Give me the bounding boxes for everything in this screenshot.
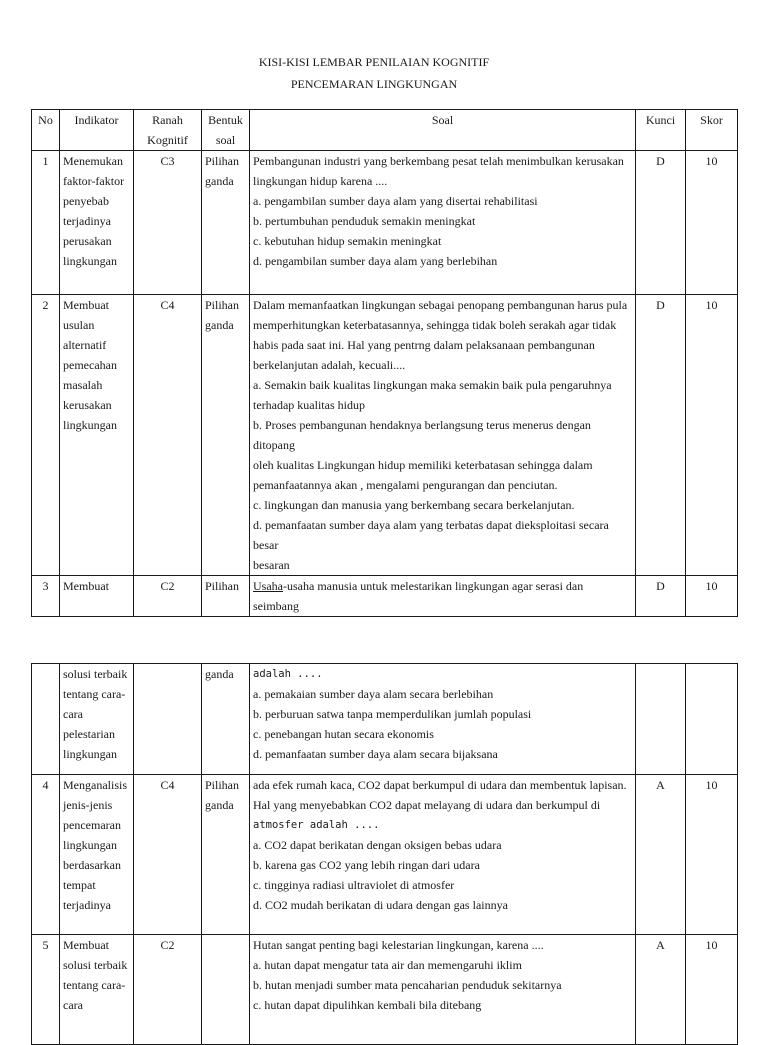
indikator-line: berdasarkan <box>63 858 121 872</box>
table-row <box>32 935 738 1045</box>
soal-option: d. pengambilan sumber daya alam yang berlebihan <box>253 254 498 268</box>
row-no: 5 <box>32 935 60 1045</box>
indikator-line: masalah <box>63 378 103 392</box>
table-row <box>32 151 738 295</box>
indikator-line: solusi terbaik <box>63 958 128 972</box>
soal-line: ada efek rumah kaca, CO2 dapat berkumpul di udara dan membentuk lapisan. <box>253 778 627 792</box>
soal-option: c. kebutuhan hidup semakin meningkat <box>253 234 442 248</box>
row-kunci: A <box>636 935 686 1045</box>
row-ranah: C2 <box>134 935 202 1045</box>
indikator-line: Membuat <box>63 579 109 593</box>
soal-option: c. tingginya radiasi ultraviolet di atmosfer <box>253 878 455 892</box>
indikator-line: penyebab <box>63 194 109 208</box>
soal-line: Dalam memanfaatkan lingkungan sebagai penopang pembangunan harus pula <box>253 298 628 312</box>
soal-option: oleh kualitas Lingkungan hidup memiliki keterbatasan sehingga dalam <box>253 458 593 472</box>
indikator-line: cara <box>63 998 83 1012</box>
indikator-line: faktor-faktor <box>63 174 125 188</box>
row-ranah: C4 <box>134 775 202 935</box>
bentuk-line: Pilihan <box>205 778 240 792</box>
row-no: 3 <box>32 576 60 617</box>
soal-underlined-word: Usaha <box>253 579 283 593</box>
row-ranah-empty <box>134 664 202 775</box>
soal-option: a. pemakaian sumber daya alam secara berlebihan <box>253 687 494 701</box>
soal-option: c. lingkungan dan manusia yang berkembang secara berkelanjutan. <box>253 498 575 512</box>
row-kunci: A <box>636 775 686 935</box>
header-ranah-line2: Kognitif <box>147 133 188 147</box>
soal-option: b. perburuan satwa tanpa memperdulikan jumlah populasi <box>253 707 532 721</box>
table-row <box>32 576 738 617</box>
indikator-line: Membuat <box>63 938 109 952</box>
header-ranah-line1: Ranah <box>152 113 183 127</box>
row-skor: 10 <box>686 295 738 576</box>
soal-line: habis pada saat ini. Hal yang pentrng dalam pelaksanaan pembangunan <box>253 338 595 352</box>
soal-line: Hutan sangat penting bagi kelestarian lingkungan, karena .... <box>253 938 544 952</box>
bentuk-line: Pilihan <box>205 298 240 312</box>
row-ranah: C2 <box>134 576 202 617</box>
table-row <box>32 664 738 775</box>
indikator-line: tempat <box>63 878 96 892</box>
soal-option: b. hutan menjadi sumber mata pencaharian penduduk sekitarnya <box>253 978 562 992</box>
table-header-row <box>32 110 738 151</box>
row-skor: 10 <box>686 576 738 617</box>
row-soal <box>250 151 636 295</box>
row-indikator <box>60 775 134 935</box>
bentuk-line: ganda <box>205 318 234 332</box>
indikator-line: jenis-jenis <box>63 798 113 812</box>
soal-option: terhadap kualitas hidup <box>253 398 365 412</box>
indikator-line: perusakan <box>63 234 112 248</box>
row-bentuk <box>202 295 250 576</box>
indikator-line: cara <box>63 707 83 721</box>
row-indikator <box>60 576 134 617</box>
soal-line: berkelanjutan adalah, kecuali.... <box>253 358 406 372</box>
indikator-line: Menemukan <box>63 154 123 168</box>
document-subtitle: PENCEMARAN LINGKUNGAN <box>290 77 458 91</box>
indikator-line: pemecahan <box>63 358 117 372</box>
row-indikator <box>60 664 134 775</box>
indikator-line: tentang cara- <box>63 978 126 992</box>
soal-option: d. pemanfaatan sumber daya alam secara bijaksana <box>253 747 498 761</box>
indikator-line: Menganalisis <box>63 778 127 792</box>
indikator-line: pelestarian <box>63 727 115 741</box>
bentuk-line: ganda <box>205 174 234 188</box>
header-bentuk-line2: soal <box>215 133 236 147</box>
row-skor: 10 <box>686 775 738 935</box>
soal-line: atmosfer adalah .... <box>253 819 380 831</box>
indikator-line: terjadinya <box>63 214 111 228</box>
row-soal <box>250 576 636 617</box>
header-skor: Skor <box>686 110 738 151</box>
indikator-line: lingkungan <box>63 418 117 432</box>
soal-option: b. pertumbuhan penduduk semakin meningkat <box>253 214 476 228</box>
header-soal: Soal <box>250 110 636 151</box>
assessment-table-page-2 <box>31 663 738 1045</box>
indikator-line: solusi terbaik <box>63 667 128 681</box>
header-indikator: Indikator <box>60 110 134 151</box>
table-row <box>32 775 738 935</box>
soal-option: a. hutan dapat mengatur tata air dan memengaruhi iklim <box>253 958 522 972</box>
row-bentuk-empty <box>202 935 250 1045</box>
soal-line: adalah .... <box>253 668 323 680</box>
soal-option: c. penebangan hutan secara ekonomis <box>253 727 434 741</box>
row-indikator <box>60 935 134 1045</box>
table-row <box>32 295 738 576</box>
soal-line: lingkungan hidup karena .... <box>253 174 388 188</box>
row-indikator <box>60 295 134 576</box>
row-bentuk <box>202 151 250 295</box>
soal-line: Pembangunan industri yang berkembang pesat telah menimbulkan kerusakan <box>253 154 624 168</box>
row-bentuk <box>202 775 250 935</box>
soal-line: memperhitungkan keterbatasannya, sehingga tidak boleh serakah agar tidak <box>253 318 617 332</box>
document-title: KISI-KISI LEMBAR PENILAIAN KOGNITIF <box>258 55 490 69</box>
indikator-line: lingkungan <box>63 838 117 852</box>
row-soal <box>250 664 636 775</box>
row-soal <box>250 775 636 935</box>
row-ranah: C3 <box>134 151 202 295</box>
row-no: 1 <box>32 151 60 295</box>
soal-option: a. CO2 dapat berikatan dengan oksigen bebas udara <box>253 838 502 852</box>
soal-option: a. pengambilan sumber daya alam yang disertai rehabilitasi <box>253 194 538 208</box>
indikator-line: Membuat <box>63 298 109 312</box>
soal-option: b. Proses pembangunan hendaknya berlangsung terus menerus dengan ditopang <box>253 418 591 452</box>
bentuk-line: Pilihan <box>205 579 240 593</box>
header-ranah-kognitif <box>134 110 202 151</box>
row-skor: 10 <box>686 935 738 1045</box>
row-soal <box>250 295 636 576</box>
indikator-line: tentang cara- <box>63 687 126 701</box>
row-ranah: C4 <box>134 295 202 576</box>
row-indikator <box>60 151 134 295</box>
assessment-table-page-1 <box>31 109 738 617</box>
header-kunci: Kunci <box>636 110 686 151</box>
row-no: 2 <box>32 295 60 576</box>
header-no: No <box>32 110 60 151</box>
row-kunci: D <box>636 576 686 617</box>
indikator-line: lingkungan <box>63 747 117 761</box>
header-bentuk-soal <box>202 110 250 151</box>
indikator-line: pencemaran <box>63 818 121 832</box>
row-skor-empty <box>686 664 738 775</box>
indikator-line: kerusakan <box>63 398 112 412</box>
soal-option: besaran <box>253 558 290 572</box>
bentuk-line: ganda <box>205 667 234 681</box>
soal-option: pemanfaatannya akan , mengalami pengurangan dan penciutan. <box>253 478 558 492</box>
soal-option: a. Semakin baik kualitas lingkungan maka semakin baik pula pengaruhnya <box>253 378 612 392</box>
soal-option: d. CO2 mudah berikatan di udara dengan gas lainnya <box>253 898 508 912</box>
soal-line: Hal yang menyebabkan CO2 dapat melayang di udara dan berkumpul di <box>253 798 601 812</box>
indikator-line: lingkungan <box>63 254 117 268</box>
row-kunci: D <box>636 295 686 576</box>
bentuk-line: Pilihan <box>205 154 240 168</box>
indikator-line: usulan <box>63 318 95 332</box>
row-bentuk <box>202 576 250 617</box>
soal-line: -usaha manusia untuk melestarikan lingkungan agar serasi dan seimbang <box>253 579 584 613</box>
soal-option: d. pemanfaatan sumber daya alam yang terbatas dapat dieksploitasi secara besar <box>253 518 609 552</box>
soal-option: c. hutan dapat dipulihkan kembali bila ditebang <box>253 998 482 1012</box>
row-bentuk <box>202 664 250 775</box>
indikator-line: alternatif <box>63 338 107 352</box>
bentuk-line: ganda <box>205 798 234 812</box>
row-no-empty <box>32 664 60 775</box>
row-kunci-empty <box>636 664 686 775</box>
soal-option: b. karena gas CO2 yang lebih ringan dari udara <box>253 858 480 872</box>
row-skor: 10 <box>686 151 738 295</box>
indikator-line: terjadinya <box>63 898 111 912</box>
row-kunci: D <box>636 151 686 295</box>
header-bentuk-line1: Bentuk <box>208 113 243 127</box>
row-no: 4 <box>32 775 60 935</box>
row-soal <box>250 935 636 1045</box>
